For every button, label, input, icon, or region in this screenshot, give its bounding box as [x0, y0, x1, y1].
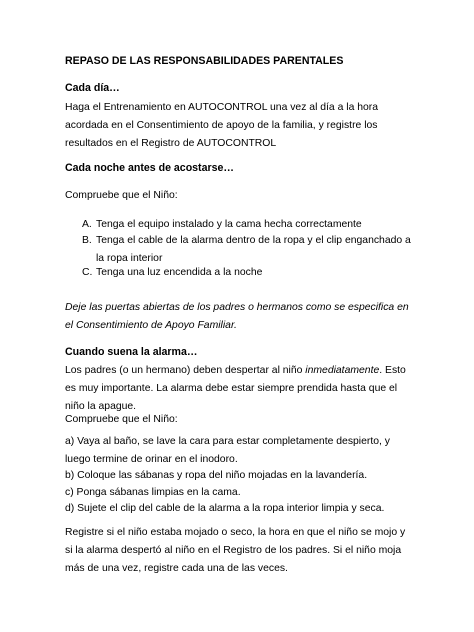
alarm-text-start: Los padres (o un hermano) deben despertar al niño: [65, 365, 306, 376]
list-marker: A.: [82, 219, 92, 230]
alarm-paragraph: [65, 362, 410, 416]
alarm-list-item: b) Coloque las sábanas y ropa del niño mojadas en la lavandería.: [65, 470, 368, 481]
alarm-text-end: . Esto es muy importante. La alarma debe estar siempre prendida hasta que el niño la apague.: [65, 365, 406, 412]
night-note: Deje las puertas abiertas de los padres o hermanos como se especifica en el Consentimiento de Apoyo Familiar.: [65, 302, 409, 331]
list-text: Tenga el equipo instalado y la cama hecha correctamente: [96, 219, 362, 230]
list-text: Tenga una luz encendida a la noche: [96, 267, 263, 278]
document-title: REPASO DE LAS RESPONSABILIDADES PARENTALES: [65, 55, 344, 67]
night-list-item: [82, 264, 412, 282]
section-heading-daily: Cada día…: [65, 82, 120, 94]
night-list-item: [82, 232, 412, 268]
list-marker: C.: [82, 267, 93, 278]
night-intro: Compruebe que el Niño:: [65, 190, 178, 201]
alarm-final-paragraph: Registre si el niño estaba mojado o seco, la hora en que el niño se mojo y si la alarma despertó al niño en el Registro de los padres. Si el niño moja más de una vez, registre cada una de las veces.: [65, 527, 406, 574]
list-marker: B.: [82, 235, 92, 246]
alarm-intro: Compruebe que el Niño:: [65, 414, 178, 425]
daily-paragraph: Haga el Entrenamiento en AUTOCONTROL una vez al día a la hora acordada en el Consentimiento de apoyo de la familia, y registre los resultados en el Registro de AUTOCONTROL: [65, 102, 379, 149]
list-text: Tenga el cable de la alarma dentro de la ropa y el clip enganchado a la ropa interior: [96, 235, 411, 264]
alarm-list-item: a) Vaya al baño, se lave la cara para estar completamente despierto, y luego termine de orinar en el inodoro.: [65, 436, 390, 465]
alarm-list-item: d) Sujete el clip del cable de la alarma a la ropa interior limpia y seca.: [65, 503, 385, 514]
alarm-list-item: c) Ponga sábanas limpias en la cama.: [65, 487, 241, 498]
alarm-text-emphasis: inmediatamente: [305, 365, 380, 376]
section-heading-night: Cada noche antes de acostarse…: [65, 162, 234, 174]
section-heading-alarm: Cuando suena la alarma…: [65, 346, 198, 358]
